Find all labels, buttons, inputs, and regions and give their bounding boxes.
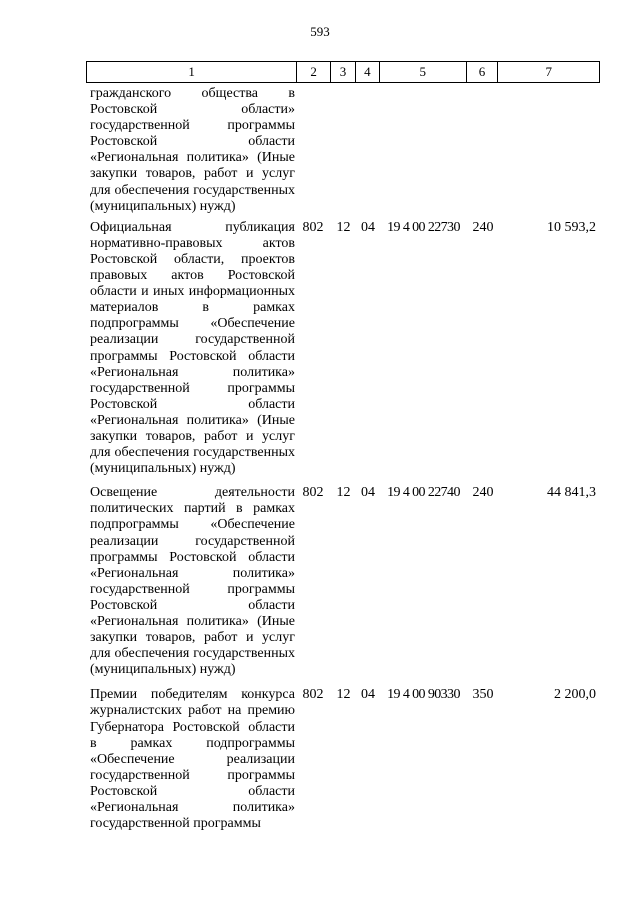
column-header: 5 [380, 62, 467, 82]
table-row [86, 485, 600, 678]
page-number: 593 [310, 24, 330, 39]
column-header: 3 [331, 62, 356, 82]
amount: 44 841,3 [547, 485, 596, 501]
row-description: гражданского общества в Ростовской области» государственной программы Ростовской области «Региональная политика» (Иные закупки товаров, работ и услуг для обеспечения государственных (муниципальных) нужд) [90, 86, 295, 214]
column-header: 1 [87, 62, 297, 82]
column-header: 7 [545, 64, 552, 79]
table-row [86, 86, 600, 215]
section-code: 12 [336, 219, 351, 235]
amount: 2 200,0 [554, 687, 596, 703]
expense-type-code: 350 [472, 687, 494, 703]
column-header: 4 [356, 62, 380, 82]
row-description: Премии победителям конкурса журналистских работ на премию Губернатора Ростовской области в рамках подпрограммы «Обеспечение реализации государственной программы Ростовской области «Региональная политика» государственной программы [90, 687, 295, 832]
target-article-code: 19 4 00 22740 [387, 485, 460, 501]
column-number-header [86, 61, 600, 83]
target-article-code: 19 4 00 90330 [387, 687, 460, 703]
table-row [86, 687, 600, 832]
section-code: 12 [336, 485, 351, 501]
column-header: 2 [297, 62, 331, 82]
amount: 10 593,2 [547, 219, 596, 235]
budget-table [86, 61, 600, 832]
expense-type-code: 240 [472, 219, 494, 235]
column-header: 6 [467, 62, 499, 82]
row-description: Официальная публикация нормативно-правовых актов Ростовской области, проектов правовых актов Ростовской области и иных информационных материалов в рамках подпрограммы «Обеспечение реализации государственной программы Ростовской области «Региональная политика» государственной программы Ростовской области «Региональная политика» (Иные закупки товаров, работ и услуг для обеспечения государственных (муниципальных) нужд) [90, 219, 295, 477]
target-article-code: 19 4 00 22730 [387, 219, 460, 235]
row-description: Освещение деятельности политических партий в рамках подпрограммы «Обеспечение реализации государственной программы Ростовской области «Региональная политика» государственной программы Ростовской области «Региональная политика» (Иные закупки товаров, работ и услуг для обеспечения государственных (муниципальных) нужд) [90, 485, 295, 678]
table-row [86, 220, 600, 478]
ministry-code: 802 [302, 219, 324, 235]
ministry-code: 802 [302, 687, 324, 703]
subsection-code: 04 [361, 485, 375, 501]
expense-type-code: 240 [472, 485, 494, 501]
ministry-code: 802 [302, 485, 324, 501]
subsection-code: 04 [361, 687, 375, 703]
section-code: 12 [336, 687, 351, 703]
subsection-code: 04 [361, 219, 375, 235]
